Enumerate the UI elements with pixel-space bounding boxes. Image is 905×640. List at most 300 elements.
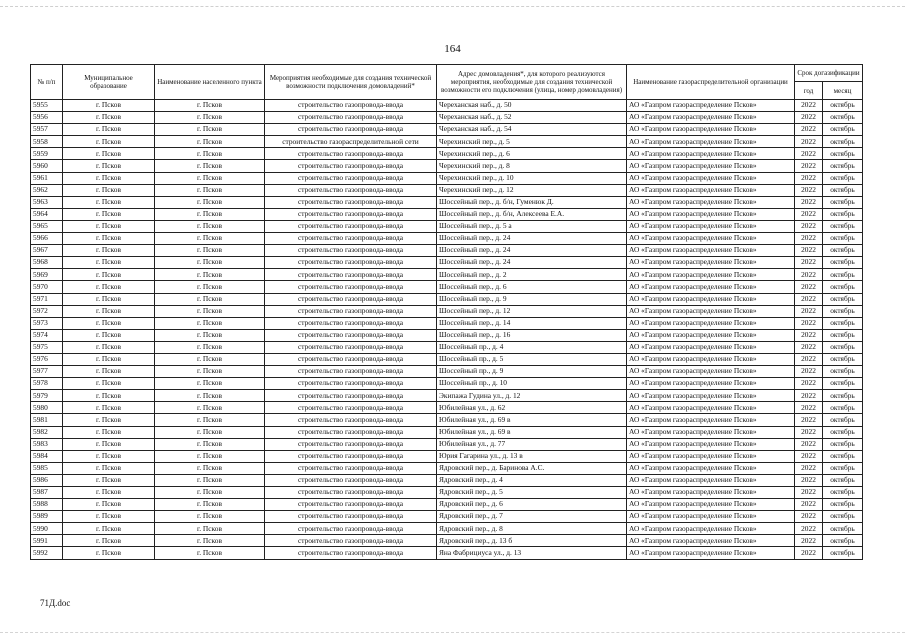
row-number: 5962 <box>31 184 63 196</box>
row-number: 5971 <box>31 293 63 305</box>
month-cell: октябрь <box>823 378 863 390</box>
table-row <box>31 353 863 365</box>
table-row <box>31 414 863 426</box>
page-number: 164 <box>444 43 461 55</box>
settlement-cell: г. Псков <box>155 208 265 220</box>
address-cell: Шоссейный пер., д. 24 <box>437 257 627 269</box>
table-row <box>31 293 863 305</box>
month-cell: октябрь <box>823 499 863 511</box>
settlement-cell: г. Псков <box>155 245 265 257</box>
organization-cell: АО «Газпром газораспределение Псков» <box>627 112 795 124</box>
municipality-cell: г. Псков <box>63 245 155 257</box>
organization-cell: АО «Газпром газораспределение Псков» <box>627 353 795 365</box>
table-row <box>31 208 863 220</box>
row-number: 5987 <box>31 487 63 499</box>
year-cell: 2022 <box>795 535 823 547</box>
month-cell: октябрь <box>823 136 863 148</box>
row-number: 5963 <box>31 196 63 208</box>
year-cell: 2022 <box>795 487 823 499</box>
address-cell: Ядровский пер., д. 5 <box>437 487 627 499</box>
municipality-cell: г. Псков <box>63 390 155 402</box>
municipality-cell: г. Псков <box>63 305 155 317</box>
settlement-cell: г. Псков <box>155 293 265 305</box>
row-number: 5991 <box>31 535 63 547</box>
measure-cell: строительство газопровода-ввода <box>265 269 437 281</box>
address-cell: Череханская наб., д. 50 <box>437 100 627 112</box>
measure-cell: строительство газопровода-ввода <box>265 402 437 414</box>
settlement-cell: г. Псков <box>155 547 265 559</box>
year-cell: 2022 <box>795 305 823 317</box>
row-number: 5986 <box>31 474 63 486</box>
organization-cell: АО «Газпром газораспределение Псков» <box>627 184 795 196</box>
table-row <box>31 148 863 160</box>
month-cell: октябрь <box>823 220 863 232</box>
month-cell: октябрь <box>823 245 863 257</box>
address-cell: Шоссейный пер., д. 14 <box>437 317 627 329</box>
table-row <box>31 547 863 559</box>
municipality-cell: г. Псков <box>63 547 155 559</box>
measure-cell: строительство газопровода-ввода <box>265 511 437 523</box>
address-cell: Череханская наб., д. 54 <box>437 124 627 136</box>
organization-cell: АО «Газпром газораспределение Псков» <box>627 414 795 426</box>
table-row <box>31 172 863 184</box>
month-cell: октябрь <box>823 305 863 317</box>
col-header-municipality: Муниципальное образование <box>63 65 155 100</box>
year-cell: 2022 <box>795 329 823 341</box>
table-row <box>31 196 863 208</box>
table-row <box>31 487 863 499</box>
settlement-cell: г. Псков <box>155 269 265 281</box>
year-cell: 2022 <box>795 233 823 245</box>
table-row <box>31 257 863 269</box>
month-cell: октябрь <box>823 511 863 523</box>
settlement-cell: г. Псков <box>155 378 265 390</box>
row-number: 5965 <box>31 220 63 232</box>
row-number: 5992 <box>31 547 63 559</box>
row-number: 5975 <box>31 341 63 353</box>
month-cell: октябрь <box>823 124 863 136</box>
organization-cell: АО «Газпром газораспределение Псков» <box>627 317 795 329</box>
row-number: 5989 <box>31 511 63 523</box>
month-cell: октябрь <box>823 535 863 547</box>
row-number: 5958 <box>31 136 63 148</box>
measure-cell: строительство газопровода-ввода <box>265 317 437 329</box>
settlement-cell: г. Псков <box>155 329 265 341</box>
year-cell: 2022 <box>795 269 823 281</box>
organization-cell: АО «Газпром газораспределение Псков» <box>627 462 795 474</box>
month-cell: октябрь <box>823 257 863 269</box>
year-cell: 2022 <box>795 390 823 402</box>
col-header-num: № п/п <box>31 65 63 100</box>
year-cell: 2022 <box>795 450 823 462</box>
year-cell: 2022 <box>795 148 823 160</box>
address-cell: Шоссейный пр., д. 5 <box>437 353 627 365</box>
municipality-cell: г. Псков <box>63 462 155 474</box>
address-cell: Шоссейный пр., д. 9 <box>437 366 627 378</box>
row-number: 5979 <box>31 390 63 402</box>
row-number: 5964 <box>31 208 63 220</box>
year-cell: 2022 <box>795 136 823 148</box>
measure-cell: строительство газопровода-ввода <box>265 474 437 486</box>
col-header-address: Адрес домовладения*, для которого реализуются мероприятия, необходимые для создания технической возможности его подключения (улица, номер домовладения) <box>437 65 627 100</box>
month-cell: октябрь <box>823 208 863 220</box>
month-cell: октябрь <box>823 269 863 281</box>
table-row <box>31 233 863 245</box>
year-cell: 2022 <box>795 462 823 474</box>
table-row <box>31 269 863 281</box>
col-header-year: год <box>795 82 823 100</box>
year-cell: 2022 <box>795 160 823 172</box>
measure-cell: строительство газопровода-ввода <box>265 281 437 293</box>
year-cell: 2022 <box>795 281 823 293</box>
settlement-cell: г. Псков <box>155 184 265 196</box>
measure-cell: строительство газопровода-ввода <box>265 487 437 499</box>
municipality-cell: г. Псков <box>63 124 155 136</box>
settlement-cell: г. Псков <box>155 257 265 269</box>
table-row <box>31 499 863 511</box>
organization-cell: АО «Газпром газораспределение Псков» <box>627 426 795 438</box>
year-cell: 2022 <box>795 257 823 269</box>
row-number: 5955 <box>31 100 63 112</box>
municipality-cell: г. Псков <box>63 208 155 220</box>
address-cell: Черехинский пер., д. 8 <box>437 160 627 172</box>
row-number: 5978 <box>31 378 63 390</box>
organization-cell: АО «Газпром газораспределение Псков» <box>627 233 795 245</box>
organization-cell: АО «Газпром газораспределение Псков» <box>627 329 795 341</box>
table-row <box>31 317 863 329</box>
settlement-cell: г. Псков <box>155 511 265 523</box>
organization-cell: АО «Газпром газораспределение Псков» <box>627 281 795 293</box>
measure-cell: строительство газопровода-ввода <box>265 100 437 112</box>
municipality-cell: г. Псков <box>63 329 155 341</box>
row-number: 5961 <box>31 172 63 184</box>
settlement-cell: г. Псков <box>155 426 265 438</box>
address-cell: Шоссейный пер., д. 5 а <box>437 220 627 232</box>
address-cell: Ядровский пер., д. 8 <box>437 523 627 535</box>
table-row <box>31 305 863 317</box>
measure-cell: строительство газопровода-ввода <box>265 523 437 535</box>
year-cell: 2022 <box>795 100 823 112</box>
year-cell: 2022 <box>795 208 823 220</box>
municipality-cell: г. Псков <box>63 148 155 160</box>
row-number: 5973 <box>31 317 63 329</box>
measure-cell: строительство газопровода-ввода <box>265 535 437 547</box>
municipality-cell: г. Псков <box>63 426 155 438</box>
year-cell: 2022 <box>795 523 823 535</box>
organization-cell: АО «Газпром газораспределение Псков» <box>627 523 795 535</box>
month-cell: октябрь <box>823 414 863 426</box>
municipality-cell: г. Псков <box>63 402 155 414</box>
measure-cell: строительство газопровода-ввода <box>265 450 437 462</box>
table-row <box>31 474 863 486</box>
municipality-cell: г. Псков <box>63 220 155 232</box>
address-cell: Шоссейный пер., д. 2 <box>437 269 627 281</box>
measure-cell: строительство газопровода-ввода <box>265 196 437 208</box>
organization-cell: АО «Газпром газораспределение Псков» <box>627 196 795 208</box>
month-cell: октябрь <box>823 160 863 172</box>
address-cell: Ядровский пер., д. Баринова А.С. <box>437 462 627 474</box>
month-cell: октябрь <box>823 172 863 184</box>
month-cell: октябрь <box>823 317 863 329</box>
settlement-cell: г. Псков <box>155 450 265 462</box>
col-header-month: месяц <box>823 82 863 100</box>
month-cell: октябрь <box>823 523 863 535</box>
table-row <box>31 366 863 378</box>
month-cell: октябрь <box>823 438 863 450</box>
address-cell: Шоссейный пер., д. 24 <box>437 233 627 245</box>
settlement-cell: г. Псков <box>155 353 265 365</box>
address-cell: Шоссейный пер., д. 6 <box>437 281 627 293</box>
table-row <box>31 112 863 124</box>
settlement-cell: г. Псков <box>155 487 265 499</box>
settlement-cell: г. Псков <box>155 462 265 474</box>
address-cell: Ядровский пер., д. 13 б <box>437 535 627 547</box>
row-number: 5982 <box>31 426 63 438</box>
address-cell: Яна Фабрициуса ул., д. 13 <box>437 547 627 559</box>
organization-cell: АО «Газпром газораспределение Псков» <box>627 450 795 462</box>
settlement-cell: г. Псков <box>155 124 265 136</box>
settlement-cell: г. Псков <box>155 390 265 402</box>
address-cell: Шоссейный пр., д. 4 <box>437 341 627 353</box>
year-cell: 2022 <box>795 184 823 196</box>
measure-cell: строительство газопровода-ввода <box>265 366 437 378</box>
municipality-cell: г. Псков <box>63 100 155 112</box>
footer-filename: 71Д.doc <box>40 598 71 608</box>
year-cell: 2022 <box>795 124 823 136</box>
row-number: 5990 <box>31 523 63 535</box>
row-number: 5960 <box>31 160 63 172</box>
col-header-settlement: Наименование населенного пункта <box>155 65 265 100</box>
municipality-cell: г. Псков <box>63 317 155 329</box>
organization-cell: АО «Газпром газораспределение Псков» <box>627 220 795 232</box>
table-row <box>31 402 863 414</box>
month-cell: октябрь <box>823 474 863 486</box>
month-cell: октябрь <box>823 100 863 112</box>
row-number: 5981 <box>31 414 63 426</box>
organization-cell: АО «Газпром газораспределение Псков» <box>627 378 795 390</box>
gasification-table <box>30 64 863 560</box>
month-cell: октябрь <box>823 281 863 293</box>
year-cell: 2022 <box>795 317 823 329</box>
year-cell: 2022 <box>795 353 823 365</box>
address-cell: Юбилейная ул., д. 62 <box>437 402 627 414</box>
settlement-cell: г. Псков <box>155 523 265 535</box>
municipality-cell: г. Псков <box>63 366 155 378</box>
municipality-cell: г. Псков <box>63 269 155 281</box>
municipality-cell: г. Псков <box>63 378 155 390</box>
municipality-cell: г. Псков <box>63 136 155 148</box>
address-cell: Черехинский пер., д. 6 <box>437 148 627 160</box>
year-cell: 2022 <box>795 378 823 390</box>
organization-cell: АО «Газпром газораспределение Псков» <box>627 341 795 353</box>
month-cell: октябрь <box>823 148 863 160</box>
table-row <box>31 329 863 341</box>
organization-cell: АО «Газпром газораспределение Псков» <box>627 172 795 184</box>
year-cell: 2022 <box>795 402 823 414</box>
organization-cell: АО «Газпром газораспределение Псков» <box>627 366 795 378</box>
measure-cell: строительство газопровода-ввода <box>265 148 437 160</box>
settlement-cell: г. Псков <box>155 535 265 547</box>
organization-cell: АО «Газпром газораспределение Псков» <box>627 293 795 305</box>
year-cell: 2022 <box>795 293 823 305</box>
municipality-cell: г. Псков <box>63 511 155 523</box>
month-cell: октябрь <box>823 353 863 365</box>
settlement-cell: г. Псков <box>155 233 265 245</box>
organization-cell: АО «Газпром газораспределение Псков» <box>627 269 795 281</box>
address-cell: Ядровский пер., д. 4 <box>437 474 627 486</box>
row-number: 5957 <box>31 124 63 136</box>
table-row <box>31 511 863 523</box>
row-number: 5980 <box>31 402 63 414</box>
measure-cell: строительство газопровода-ввода <box>265 438 437 450</box>
year-cell: 2022 <box>795 426 823 438</box>
row-number: 5983 <box>31 438 63 450</box>
row-number: 5985 <box>31 462 63 474</box>
month-cell: октябрь <box>823 196 863 208</box>
table-row <box>31 100 863 112</box>
organization-cell: АО «Газпром газораспределение Псков» <box>627 245 795 257</box>
address-cell: Шоссейный пер., д. б/н, Алексеева Е.А. <box>437 208 627 220</box>
month-cell: октябрь <box>823 547 863 559</box>
address-cell: Ядровский пер., д. 7 <box>437 511 627 523</box>
address-cell: Экипажа Гудина ул., д. 12 <box>437 390 627 402</box>
settlement-cell: г. Псков <box>155 402 265 414</box>
measure-cell: строительство газораспределительной сети <box>265 136 437 148</box>
month-cell: октябрь <box>823 112 863 124</box>
address-cell: Юрия Гагарина ул., д. 13 в <box>437 450 627 462</box>
address-cell: Шоссейный пер., д. б/н, Гуменюк Д. <box>437 196 627 208</box>
municipality-cell: г. Псков <box>63 341 155 353</box>
organization-cell: АО «Газпром газораспределение Псков» <box>627 535 795 547</box>
year-cell: 2022 <box>795 220 823 232</box>
year-cell: 2022 <box>795 511 823 523</box>
settlement-cell: г. Псков <box>155 499 265 511</box>
measure-cell: строительство газопровода-ввода <box>265 353 437 365</box>
municipality-cell: г. Псков <box>63 353 155 365</box>
col-header-measures: Мероприятия необходимые для создания технической возможности подключения домовладений* <box>265 65 437 100</box>
month-cell: октябрь <box>823 329 863 341</box>
row-number: 5974 <box>31 329 63 341</box>
address-cell: Шоссейный пер., д. 12 <box>437 305 627 317</box>
table-row <box>31 160 863 172</box>
month-cell: октябрь <box>823 341 863 353</box>
measure-cell: строительство газопровода-ввода <box>265 233 437 245</box>
col-header-deadline: Срок догазификации <box>795 65 863 82</box>
year-cell: 2022 <box>795 414 823 426</box>
year-cell: 2022 <box>795 172 823 184</box>
measure-cell: строительство газопровода-ввода <box>265 124 437 136</box>
measure-cell: строительство газопровода-ввода <box>265 184 437 196</box>
year-cell: 2022 <box>795 474 823 486</box>
table-row <box>31 184 863 196</box>
table-row <box>31 462 863 474</box>
measure-cell: строительство газопровода-ввода <box>265 378 437 390</box>
row-number: 5968 <box>31 257 63 269</box>
address-cell: Шоссейный пер., д. 9 <box>437 293 627 305</box>
row-number: 5970 <box>31 281 63 293</box>
row-number: 5984 <box>31 450 63 462</box>
month-cell: октябрь <box>823 462 863 474</box>
row-number: 5966 <box>31 233 63 245</box>
organization-cell: АО «Газпром газораспределение Псков» <box>627 511 795 523</box>
address-cell: Юбилейная ул., д. 69 в <box>437 426 627 438</box>
organization-cell: АО «Газпром газораспределение Псков» <box>627 487 795 499</box>
year-cell: 2022 <box>795 112 823 124</box>
municipality-cell: г. Псков <box>63 293 155 305</box>
month-cell: октябрь <box>823 184 863 196</box>
municipality-cell: г. Псков <box>63 450 155 462</box>
table-row <box>31 378 863 390</box>
settlement-cell: г. Псков <box>155 414 265 426</box>
municipality-cell: г. Псков <box>63 281 155 293</box>
organization-cell: АО «Газпром газораспределение Псков» <box>627 499 795 511</box>
organization-cell: АО «Газпром газораспределение Псков» <box>627 402 795 414</box>
measure-cell: строительство газопровода-ввода <box>265 329 437 341</box>
table-row <box>31 281 863 293</box>
municipality-cell: г. Псков <box>63 487 155 499</box>
year-cell: 2022 <box>795 341 823 353</box>
measure-cell: строительство газопровода-ввода <box>265 426 437 438</box>
settlement-cell: г. Псков <box>155 305 265 317</box>
table-row <box>31 245 863 257</box>
top-divider <box>0 6 905 7</box>
address-cell: Шоссейный пер., д. 16 <box>437 329 627 341</box>
settlement-cell: г. Псков <box>155 136 265 148</box>
month-cell: октябрь <box>823 390 863 402</box>
year-cell: 2022 <box>795 196 823 208</box>
measure-cell: строительство газопровода-ввода <box>265 160 437 172</box>
address-cell: Ядровский пер., д. 6 <box>437 499 627 511</box>
settlement-cell: г. Псков <box>155 172 265 184</box>
measure-cell: строительство газопровода-ввода <box>265 462 437 474</box>
measure-cell: строительство газопровода-ввода <box>265 172 437 184</box>
month-cell: октябрь <box>823 487 863 499</box>
table-row <box>31 220 863 232</box>
municipality-cell: г. Псков <box>63 438 155 450</box>
organization-cell: АО «Газпром газораспределение Псков» <box>627 124 795 136</box>
organization-cell: АО «Газпром газораспределение Псков» <box>627 547 795 559</box>
municipality-cell: г. Псков <box>63 257 155 269</box>
year-cell: 2022 <box>795 245 823 257</box>
row-number: 5956 <box>31 112 63 124</box>
measure-cell: строительство газопровода-ввода <box>265 220 437 232</box>
organization-cell: АО «Газпром газораспределение Псков» <box>627 208 795 220</box>
table-row <box>31 390 863 402</box>
settlement-cell: г. Псков <box>155 220 265 232</box>
settlement-cell: г. Псков <box>155 112 265 124</box>
month-cell: октябрь <box>823 233 863 245</box>
settlement-cell: г. Псков <box>155 366 265 378</box>
measure-cell: строительство газопровода-ввода <box>265 341 437 353</box>
municipality-cell: г. Псков <box>63 112 155 124</box>
organization-cell: АО «Газпром газораспределение Псков» <box>627 305 795 317</box>
municipality-cell: г. Псков <box>63 499 155 511</box>
municipality-cell: г. Псков <box>63 184 155 196</box>
col-header-organization: Наименование газораспределительной организации <box>627 65 795 100</box>
table-row <box>31 523 863 535</box>
municipality-cell: г. Псков <box>63 414 155 426</box>
organization-cell: АО «Газпром газораспределение Псков» <box>627 390 795 402</box>
measure-cell: строительство газопровода-ввода <box>265 293 437 305</box>
table-row <box>31 136 863 148</box>
settlement-cell: г. Псков <box>155 281 265 293</box>
table-row <box>31 124 863 136</box>
address-cell: Черехинский пер., д. 5 <box>437 136 627 148</box>
month-cell: октябрь <box>823 293 863 305</box>
measure-cell: строительство газопровода-ввода <box>265 499 437 511</box>
municipality-cell: г. Псков <box>63 233 155 245</box>
row-number: 5977 <box>31 366 63 378</box>
